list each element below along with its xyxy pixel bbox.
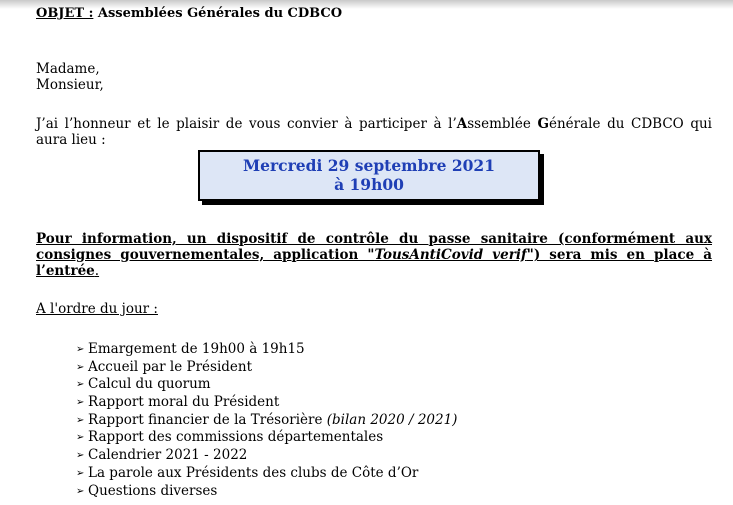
intro-bold-a: A	[456, 116, 468, 132]
agenda-item	[76, 465, 457, 483]
intro-text-1: J’ai l’honneur et le plaisir de vous convier à participer à l’	[36, 116, 457, 132]
notice-text-2: ") sera mis en place à l’entrée	[36, 247, 713, 279]
subject-text: Assemblées Générales du CDBCO	[97, 6, 343, 21]
subject-label: OBJET :	[36, 6, 94, 21]
intro-paragraph	[36, 116, 712, 148]
agenda-item	[76, 447, 457, 465]
agenda-item-text: Rapport des commissions départementales	[88, 429, 384, 446]
agenda-item-text: Emargement de 19h00 à 19h15	[88, 341, 305, 357]
agenda-item-text: Rapport moral du Président	[88, 394, 280, 411]
agenda-item-text: Accueil par le Président	[88, 358, 253, 375]
agenda-item-text: La parole aux Présidents des clubs de Côte d’Or	[88, 464, 419, 481]
agenda-item	[76, 412, 457, 430]
arrowhead-bullet-icon: ➢	[76, 414, 85, 426]
subject-line	[36, 6, 342, 21]
date-line: Mercredi 29 septembre 2021	[243, 156, 495, 175]
agenda-item	[76, 376, 457, 394]
salutation-monsieur: Monsieur,	[36, 77, 104, 93]
agenda-item	[76, 359, 457, 377]
time-line: à 19h00	[334, 175, 404, 194]
agenda-item-text: Questions diverses	[88, 482, 218, 499]
financial-period-note: (bilan 2020 / 2021)	[326, 411, 458, 428]
health-pass-notice	[36, 231, 712, 279]
salutation-madame: Madame,	[36, 61, 100, 77]
notice-period: .	[94, 263, 100, 279]
notice-app-name: TousAntiCovid verif	[374, 247, 527, 263]
date-highlight-box	[198, 150, 540, 201]
agenda-list	[76, 341, 457, 500]
arrowhead-bullet-icon: ➢	[76, 361, 85, 373]
intro-text-2: ssemblée	[467, 116, 538, 132]
agenda-item	[76, 341, 457, 359]
agenda-item-text: Calendrier 2021 - 2022	[88, 447, 248, 464]
salutation	[36, 61, 104, 93]
arrowhead-bullet-icon: ➢	[76, 467, 85, 479]
intro-bold-g: G	[537, 116, 549, 132]
arrowhead-bullet-icon: ➢	[76, 379, 85, 391]
agenda-item	[76, 429, 457, 447]
arrowhead-bullet-icon: ➢	[76, 397, 85, 409]
agenda-item	[76, 394, 457, 412]
arrowhead-bullet-icon: ➢	[76, 344, 85, 355]
agenda-item-text: Calcul du quorum	[88, 376, 211, 393]
arrowhead-bullet-icon: ➢	[76, 485, 85, 497]
agenda-item-text: Rapport financier de la Trésorière	[88, 411, 323, 428]
arrowhead-bullet-icon: ➢	[76, 450, 85, 462]
notice-text-1: Pour information, un dispositif de contrôle du passe sanitaire (conformément aux consignes gouvernementales, application "	[36, 231, 712, 263]
agenda-item	[76, 483, 457, 501]
intro-text-3: énérale du CDBCO qui aura lieu :	[36, 116, 712, 148]
arrowhead-bullet-icon: ➢	[76, 432, 85, 444]
agenda-heading: A l'ordre du jour :	[36, 301, 158, 317]
